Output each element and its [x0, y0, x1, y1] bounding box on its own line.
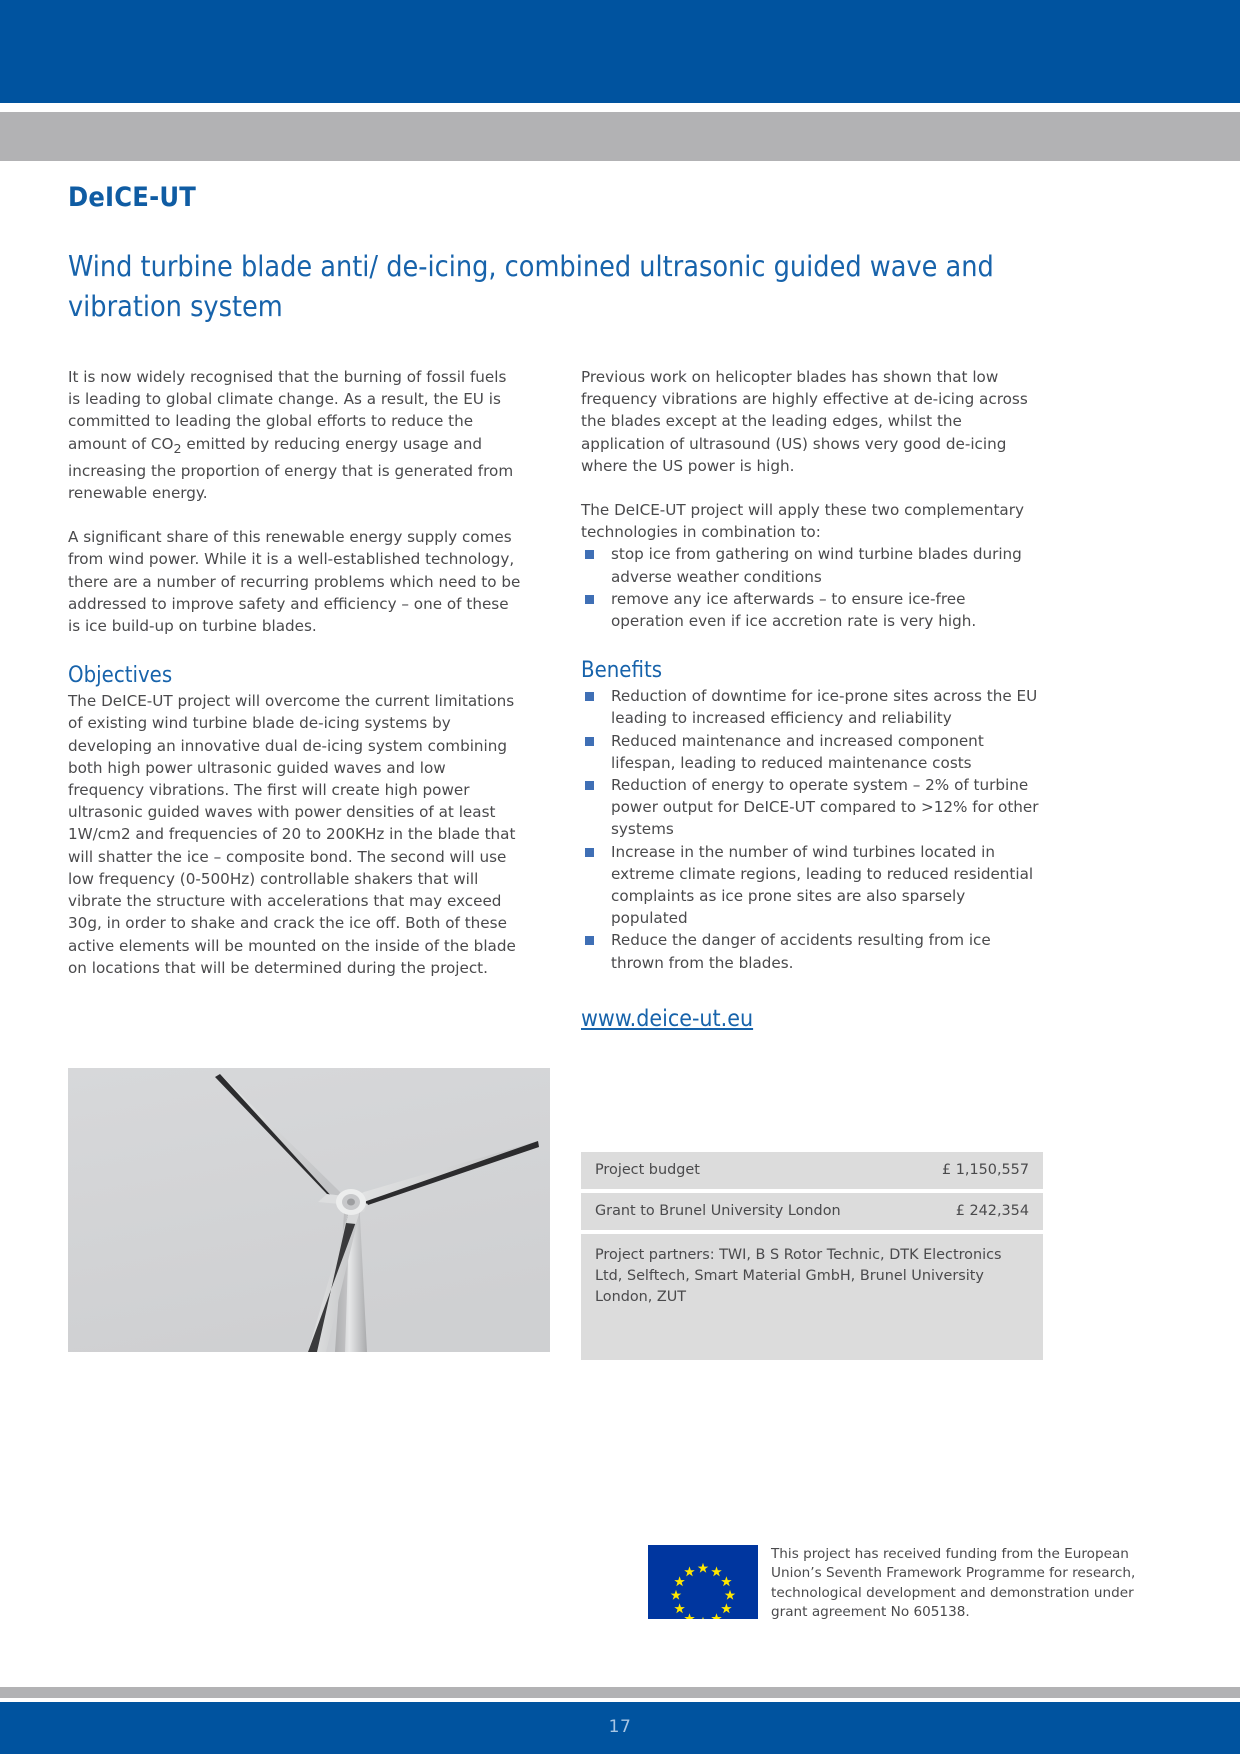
- table-row: [581, 1152, 1043, 1189]
- eu-flag-icon: [648, 1545, 758, 1619]
- right-column: [581, 366, 1043, 974]
- objectives-text: The DeICE-UT project will overcome the current limitations of existing wind turbine blade de-icing systems by developing an innovative dual de-icing system combining both high power ultrasonic guided waves and low frequency vibrations. The first will create high power ultrasonic guided waves with power densities of at least 1W/cm2 and frequencies of 20 to 200KHz in the blade that will shatter the ice – composite bond. The second will use low frequency (0-500Hz) controllable shakers that will vibrate the structure with accelerations that may exceed 30g, in order to shake and crack the ice off. Both of these active elements will be mounted on the inside of the blade on locations that will be determined during the project.: [68, 692, 516, 977]
- row-label: Grant to Brunel University London: [595, 1203, 841, 1219]
- intro-p1-after: emitted by reducing energy usage and increasing the proportion of energy that is generated from renewable energy.: [68, 434, 514, 503]
- intro-paragraph-1: [68, 366, 523, 504]
- list-item: stop ice from gathering on wind turbine blades during adverse weather conditions: [581, 543, 1043, 587]
- bottom-gray-banner: [0, 1687, 1240, 1698]
- wind-turbine-illustration: [68, 1068, 550, 1352]
- intro-p1-before: It is now widely recognised that the burning of fossil fuels is leading to global climate change. As a result, the EU is committed to leading the global efforts to reduce the amount of CO: [68, 368, 507, 453]
- co2-subscript: 2: [173, 440, 182, 456]
- row-label: Project budget: [595, 1162, 700, 1178]
- page-title: Wind turbine blade anti/ de-icing, combined ultrasonic guided wave and vibration system: [68, 250, 994, 323]
- list-item: remove any ice afterwards – to ensure ice-free operation even if ice accretion rate is very high.: [581, 588, 1043, 632]
- intro-paragraph-2: A significant share of this renewable energy supply comes from wind power. While it is a well-established technology, there are a number of recurring problems which need to be addressed to improve safety and efficiency – one of these is ice build-up on turbine blades.: [68, 528, 521, 636]
- right-paragraph-2: The DeICE-UT project will apply these two complementary technologies in combination to:: [581, 501, 1024, 542]
- right-paragraph-1: Previous work on helicopter blades has shown that low frequency vibrations are highly effective at de-icing across the blades except at the leading edges, whilst the application of ultrasound (US) shows very good de-icing where the US power is high.: [581, 368, 1028, 475]
- list-item: Reduction of downtime for ice-prone sites across the EU leading to increased efficiency and reliability: [581, 685, 1043, 729]
- top-gray-banner: [0, 112, 1240, 161]
- benefits-bullet-list: [581, 685, 1043, 974]
- list-item: Reduce the danger of accidents resulting from ice thrown from the blades.: [581, 929, 1043, 973]
- page-number: 17: [608, 1717, 632, 1737]
- wind-turbine-photo: [68, 1068, 550, 1352]
- left-column: [68, 366, 523, 979]
- top-blue-banner: [0, 0, 1240, 103]
- combination-bullet-list: [581, 543, 1043, 632]
- benefits-heading: Benefits: [581, 658, 663, 684]
- project-code: DeICE-UT: [68, 182, 197, 213]
- project-website-link[interactable]: www.deice-ut.eu: [581, 1006, 754, 1032]
- project-info-table: [581, 1152, 1043, 1364]
- eu-funding-block: [648, 1545, 1171, 1623]
- list-item: Reduction of energy to operate system – 2% of turbine power output for DeICE-UT compared to >12% for other systems: [581, 774, 1043, 841]
- row-amount: £ 1,150,557: [942, 1162, 1029, 1178]
- list-item: Increase in the number of wind turbines located in extreme climate regions, leading to reduced residential complaints as ice prone sites are also sparsely populated: [581, 841, 1043, 930]
- table-row-partners: Project partners: TWI, B S Rotor Technic, DTK Electronics Ltd, Selftech, Smart Material GmbH, Brunel University London, ZUT: [581, 1234, 1043, 1360]
- eu-funding-text: This project has received funding from the European Union’s Seventh Framework Programme for research, technological development and demonstration under grant agreement No 605138.: [771, 1546, 1136, 1621]
- table-row: [581, 1193, 1043, 1230]
- list-item: Reduced maintenance and increased component lifespan, leading to reduced maintenance costs: [581, 730, 1043, 774]
- eu-stars-icon: [648, 1545, 758, 1619]
- objectives-heading: Objectives: [68, 663, 173, 689]
- row-amount: £ 242,354: [955, 1203, 1029, 1219]
